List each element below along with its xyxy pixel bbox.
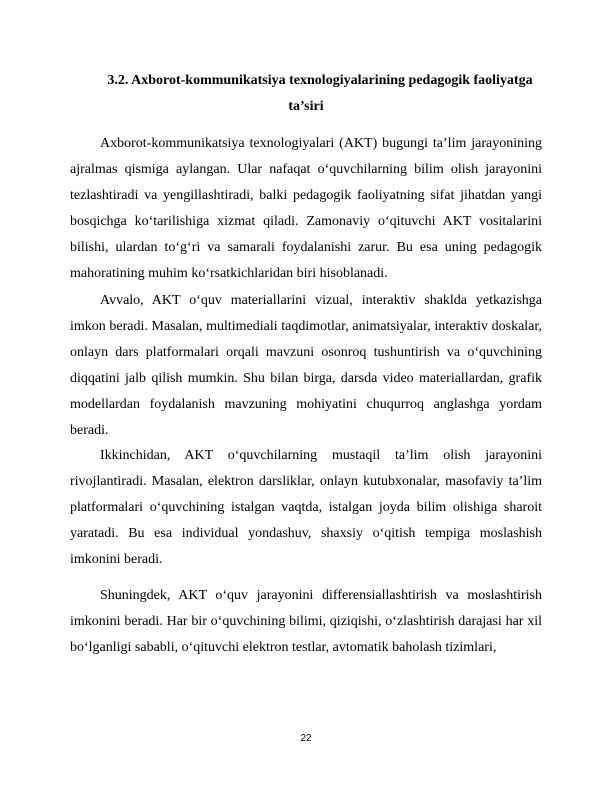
- page-number: 22: [300, 733, 312, 744]
- paragraph-2: Avvalo, AKT o‘quv materiallarini vizual, interaktiv shaklda yetkazishga imkon beradi. Masalan, multimediali taqdimotlar, animatsiyalar, interaktiv doskalar, onlayn dars platformalari orqali mavzuni osonroq tushuntirish va o‘quvchining diqqatini jalb qilish mumkin. Shu bilan birga, darsda video materiallardan, grafik modellardan foydalanish mavzuning mohiyatini chuqurroq anglashga yordam beradi.: [70, 293, 542, 438]
- section-heading: [70, 68, 542, 120]
- paragraph-3: Ikkinchidan, AKT o‘quvchilarning mustaqil ta’lim olish jarayonini rivojlantiradi. Masalan, elektron darsliklar, onlayn kutubxonalar, masofaviy ta’lim platformalari o‘quvchining istalgan vaqtda, istalgan joyda bilim olishiga sharoit yaratadi. Bu esa individual yondashuv, shaxsiy o‘qitish tempiga moslashish imkonini beradi.: [70, 448, 542, 567]
- section-heading-line-1: 3.2. Axborot-kommunikatsiya texnologiyalarining pedagogik faoliyatga: [107, 73, 533, 88]
- paragraph-4: Shuningdek, AKT o‘quv jarayonini differensiallashtirish va moslashtirish imkonini beradi. Har bir o‘quvchining bilimi, qiziqishi, o‘zlashtirish darajasi har xil bo‘lganligi sababli, o‘qituvchi elektron testlar, avtomatik baholash tizimlari,: [70, 588, 542, 655]
- paragraph-1: Axborot-kommunikatsiya texnologiyalari (AKT) bugungi ta’lim jarayonining ajralmas qismiga aylangan. Ular nafaqat o‘quvchilarning bilim olish jarayonini tezlashtiradi va yengillashtiradi, balki pedagogik faoliyatning sifat jihatdan yangi bosqichga ko‘tarilishiga xizmat qiladi. Zamonaviy o‘qituvchi AKT vositalarini bilishi, ulardan to‘g‘ri va samarali foydalanishi zarur. Bu esa uning pedagogik mahoratining muhim ko‘rsatkichlaridan biri hisoblanadi.: [70, 136, 542, 281]
- section-heading-line-2: ta’siri: [288, 99, 324, 114]
